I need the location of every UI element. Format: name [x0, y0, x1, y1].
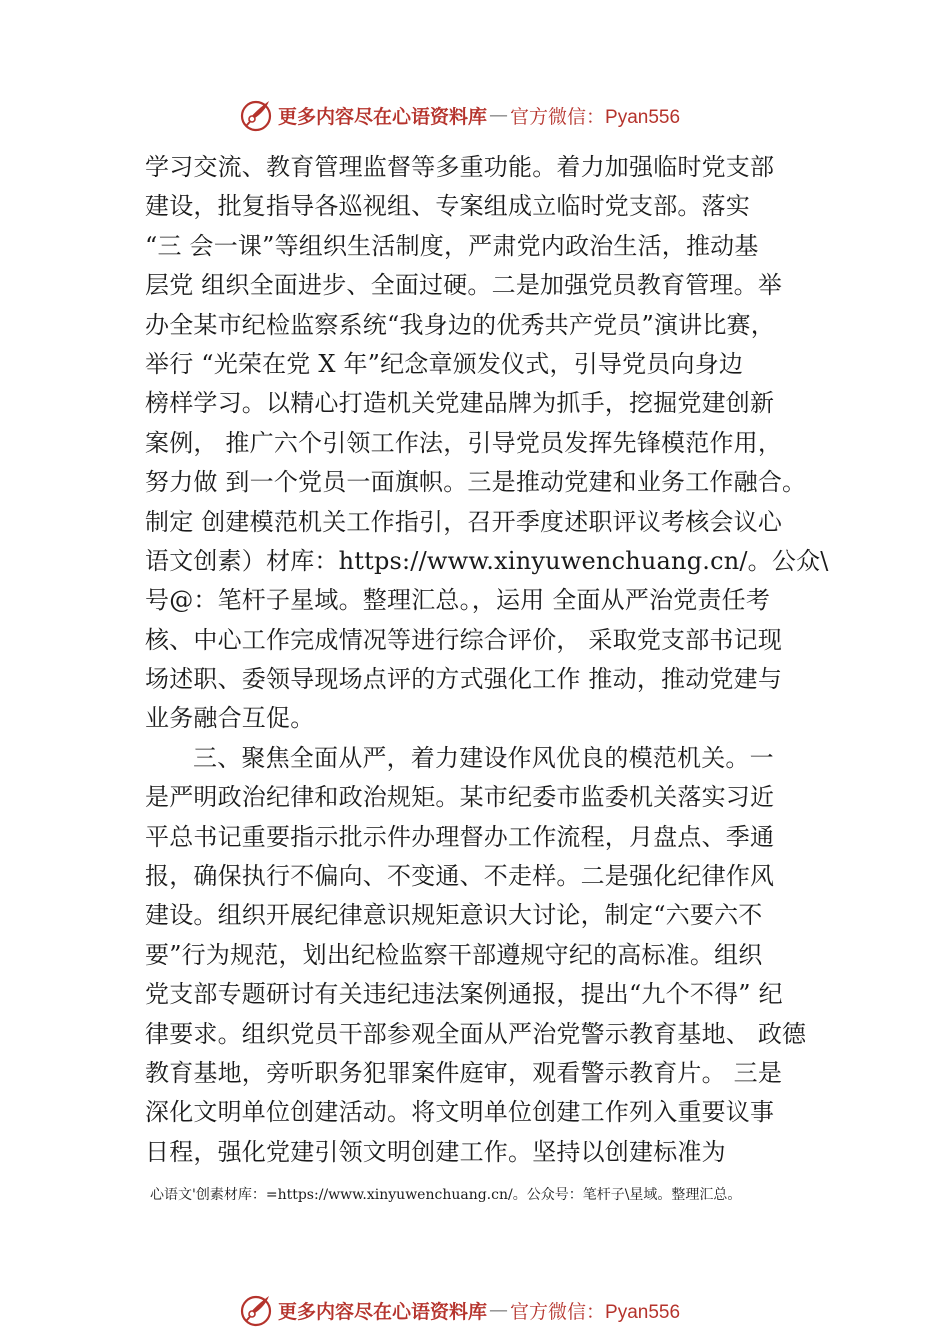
banner-wechat-account: 官方微信：Pyan556 [510, 106, 681, 128]
text-line: 要”行为规范，划出纪检监察干部遵规守纪的高标准。组织 [145, 940, 763, 969]
quill-seal-icon [238, 1292, 274, 1328]
text-line: 报，确保执行不偏向、不变通、不走样。二是强化纪律作风 [145, 862, 775, 891]
text-line: 语文创素）材库：https://www.xinyuwenchuang.cn/。公众\ [145, 546, 829, 575]
document-body [145, 148, 845, 1172]
text-line: 建设。组织开展纪律意识规矩意识大讨论，制定“六要六不 [145, 901, 763, 930]
text-line: 努力做 到一个党员一面旗帜。三是推动党建和业务工作融合。 [145, 468, 807, 497]
text-line: 律要求。组织党员干部参观全面从严治党警示教育基地、 政德 [145, 1019, 807, 1048]
text-line: 核、中心工作完成情况等进行综合评价， 采取党支部书记现 [145, 625, 783, 654]
text-line: 层党 组织全面进步、全面过硬。二是加强党员教育管理。举 [145, 271, 783, 300]
text-line: 建设，批复指导各巡视组、专案组成立临时党支部。落实 [145, 192, 750, 221]
banner-separator: — [489, 1299, 509, 1321]
text-line: 是严明政治纪律和政治规矩。某市纪委市监委机关落实习近 [145, 783, 775, 812]
footer-banner [238, 1290, 758, 1330]
text-line: 举行 “光荣在党 X 年”纪念章颁发仪式，引导党员向身边 [145, 349, 744, 378]
text-line: 教育基地，旁听职务犯罪案件庭审，观看警示教育片。 三是 [145, 1058, 783, 1087]
text-line: 榜样学习。以精心打造机关党建品牌为抓手，挖掘党建创新 [145, 389, 775, 418]
banner-slogan: 更多内容尽在心语资料库 [278, 105, 488, 128]
text-line: 党支部专题研讨有关违纪违法案例通报，提出“九个不得” 纪 [145, 980, 783, 1009]
section-heading-line: 三、聚焦全面从严，着力建设作风优良的模范机关。一 [193, 743, 774, 772]
text-line: 日程，强化党建引领文明创建工作。坚持以创建标准为 [145, 1137, 726, 1166]
text-line: “三 会一课”等组织生活制度，严肃党内政治生活，推动基 [145, 231, 759, 260]
banner-wechat-account: 官方微信：Pyan556 [510, 1301, 681, 1323]
text-line: 案例， 推广六个引领工作法，引导党员发挥先锋模范作用， [145, 428, 783, 457]
source-footnote: 心语文'创素材库：=https://www.xinyuwenchuang.cn/。公众号：笔杆子\星域。整理汇总。 [150, 1187, 742, 1203]
text-line: 办全某市纪检监察系统“我身边的优秀共产党员”演讲比赛， [145, 310, 775, 339]
text-line: 业务融合互促。 [145, 704, 315, 733]
text-line: 学习交流、教育管理监督等多重功能。着力加强临时党支部 [145, 153, 775, 181]
text-line: 号@：笔杆子星域。整理汇总。，运用 全面从严治党责任考 [145, 586, 771, 615]
text-line: 深化文明单位创建活动。将文明单位创建工作列入重要议事 [145, 1098, 775, 1127]
header-banner [238, 95, 758, 135]
text-line: 平总书记重要指示批示件办理督办工作流程，月盘点、季通 [145, 822, 775, 851]
text-line: 场述职、委领导现场点评的方式强化工作 推动，推动党建与 [145, 665, 783, 694]
banner-slogan: 更多内容尽在心语资料库 [278, 1300, 488, 1323]
text-line: 制定 创建模范机关工作指引，召开季度述职评议考核会议心 [145, 507, 783, 536]
banner-separator: — [489, 104, 509, 126]
quill-seal-icon [238, 97, 274, 133]
